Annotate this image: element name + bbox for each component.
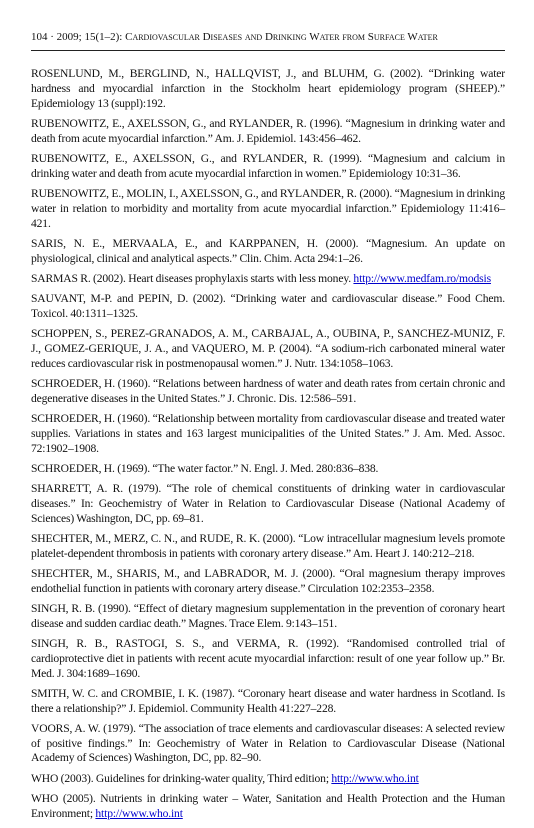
reference-entry: WHO (2003). Guidelines for drinking-water quality, Third edition; http://www.who.int [31,771,419,785]
running-header-text: 104 · 2009; 15(1–2): Cardiovascular Diseases and Drinking Water from Surface Water [31,31,438,43]
reference-entry: SHECHTER, M., MERZ, C. N., and RUDE, R. K. (2000). “Low intracellular magnesium levels promote platelet-dependent thrombosis in patients with coronary artery disease.” Am. Heart J. 140:212–218. [31,531,505,560]
reference-entry: SARMAS R. (2002). Heart diseases prophylaxis starts with less money. http://www.medfam.ro/modsis [31,271,491,285]
reference-entry: SMITH, W. C. and CROMBIE, I. K. (1987). “Coronary heart disease and water hardness in Scotland. Is there a relationship?” J. Epidemiol. Community Health 41:227–228. [31,686,505,715]
reference-entry: RUBENOWITZ, E., AXELSSON, G., and RYLANDER, R. (1996). “Magnesium in drinking water and death from acute myocardial infarction.” Am. J. Epidemiol. 143:456–462. [31,116,505,145]
reference-entry: RUBENOWITZ, E., MOLIN, I., AXELSSON, G., and RYLANDER, R. (2000). “Magnesium in drinking water in relation to morbidity and mortality from acute myocardial infarction.” Epidemiology 11:416–421. [31,186,505,230]
reference-entry: SCHROEDER, H. (1960). “Relations between hardness of water and death rates from certain chronic and degenerative diseases in the United States.” J. Chronic. Dis. 12:586–591. [31,376,505,405]
reference-entry: SHECHTER, M., SHARIS, M., and LABRADOR, M. J. (2000). “Oral magnesium therapy improves endothelial function in patients with coronary artery disease.” Circulation 102:2353–2358. [31,566,505,595]
reference-entry: SCHROEDER, H. (1960). “Relationship between mortality from cardiovascular disease and treated water supplies. Variations in states and 163 largest municipalities of the United States.” J. Am. Med. Assoc. 72:1902–1908. [31,411,505,455]
reference-list [31,67,505,827]
header-rule [31,50,505,51]
reference-entry: SARIS, N. E., MERVAALA, E., and KARPPANEN, H. (2000). “Magnesium. An update on physiological, clinical and analytical aspects.” Clin. Chim. Acta 294:1–26. [31,236,505,265]
reference-entry: SINGH, R. B. (1990). “Effect of dietary magnesium supplementation in the prevention of coronary heart disease and sudden cardiac death.” Magnes. Trace Elem. 9:143–151. [31,601,505,630]
reference-entry: SCHROEDER, H. (1969). “The water factor.” N. Engl. J. Med. 280:836–838. [31,461,379,475]
reference-entry: RUBENOWITZ, E., AXELSSON, G., and RYLANDER, R. (1999). “Magnesium and calcium in drinking water and death from acute myocardial infarction in women.” Epidemiology 10:31–36. [31,151,505,180]
reference-entry: SAUVANT, M-P. and PEPIN, D. (2002). “Drinking water and cardiovascular disease.” Food Chem. Toxicol. 40:1311–1325. [31,291,505,320]
reference-entry: SCHOPPEN, S., PEREZ-GRANADOS, A. M., CARBAJAL, A., OUBINA, P., SANCHEZ-MUNIZ, F. J., GOMEZ-GERIQUE, J. A., and VAQUERO, M. P. (2004). “A sodium-rich carbonated mineral water reduces cardiovascular risk in postmenopausal women.” J. Nutr. 134:1058–1063. [31,326,505,370]
reference-link[interactable]: http://www.who.int [95,806,183,820]
reference-entry: VOORS, A. W. (1979). “The association of trace elements and cardiovascular diseases: A selected review of positive findings.” In: Geochemistry of Water in Relation to Cardiovascular Disease (National Academy of Sciences) Washington, DC, pp. 82–90. [31,721,505,765]
running-header [31,30,505,48]
reference-entry: SINGH, R. B., RASTOGI, S. S., and VERMA, R. (1992). “Randomised controlled trial of cardioprotective diet in patients with recent acute myocardial infarction: result of one year follow up.” Br. Med. J. 304:1689–1690. [31,636,505,680]
reference-entry: ROSENLUND, M., BERGLIND, N., HALLQVIST, J., and BLUHM, G. (2002). “Drinking water hardness and myocardial infarction in the Stockholm heart epidemiology program (SHEEP).” Epidemiology 13 (suppl):192. [31,67,505,110]
reference-link[interactable]: http://www.who.int [331,771,419,785]
reference-entry: WHO (2005). Nutrients in drinking water – Water, Sanitation and Health Protection and the Human Environment; http://www.who.int [31,791,505,820]
reference-link[interactable]: http://www.medfam.ro/modsis [353,271,491,285]
reference-entry: SHARRETT, A. R. (1979). “The role of chemical constituents of drinking water in cardiovascular diseases.” In: Geochemistry of Water in Relation to Cardiovascular Disease (National Academy of Sciences) Washington, DC, pp. 69–81. [31,481,505,525]
